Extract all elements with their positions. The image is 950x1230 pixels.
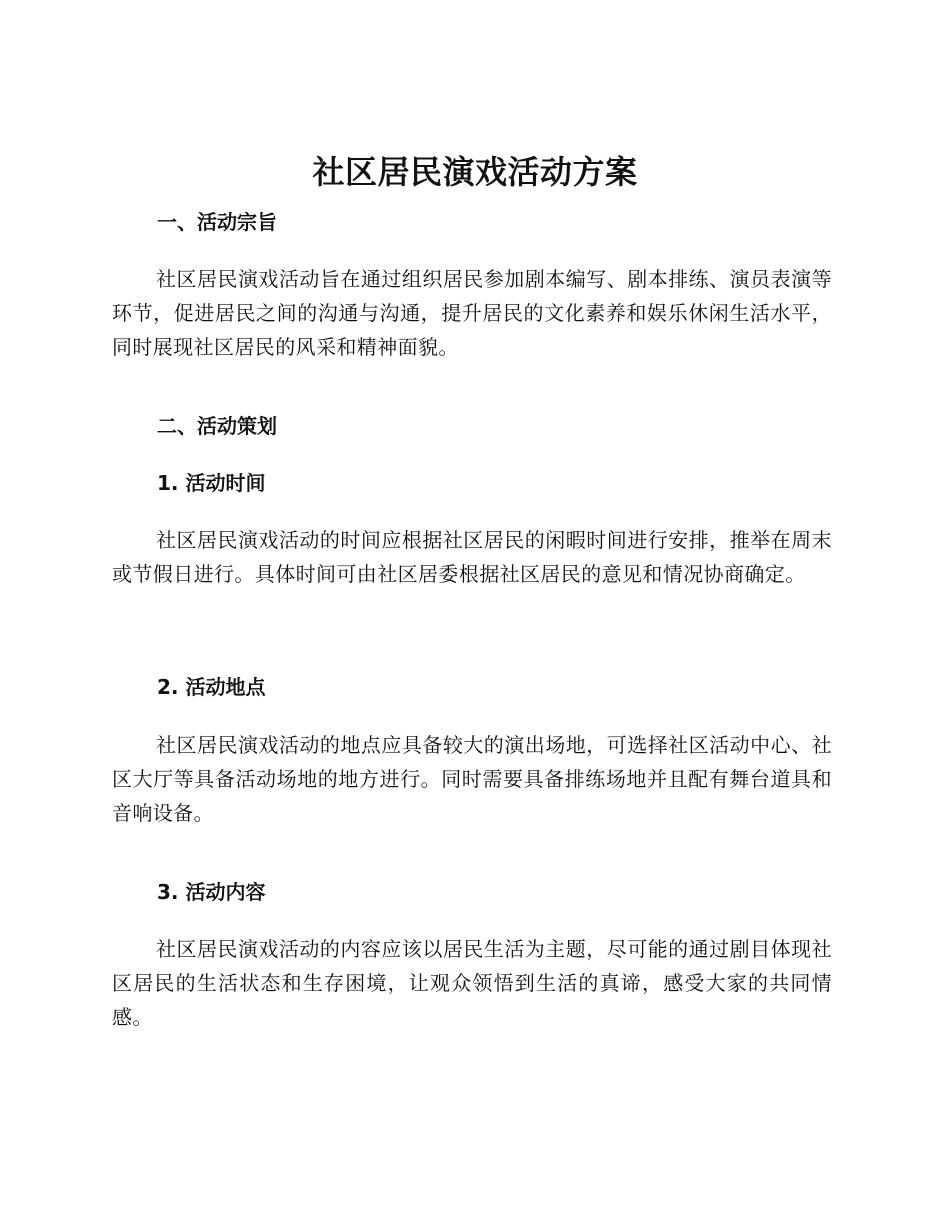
paragraph-time: 社区居民演戏活动的时间应根据社区居民的闲暇时间进行安排，推举在周末或节假日进行。具体时间可由社区居委根据社区居民的意见和情况协商确定。: [112, 528, 832, 586]
paragraph-purpose: 社区居民演戏活动旨在通过组织居民参加剧本编写、剧本排练、演员表演等环节，促进居民之间的沟通与沟通，提升居民的文化素养和娱乐休闲生活水平，同时展现社区居民的风采和精神面貌。: [112, 267, 832, 359]
subsection-heading-time: 1. 活动时间: [157, 471, 266, 495]
document-title: 社区居民演戏活动方案: [312, 153, 638, 191]
section-heading-purpose: 一、活动宗旨: [157, 210, 277, 234]
paragraph-content: 社区居民演戏活动的内容应该以居民生活为主题，尽可能的通过剧目体现社区居民的生活状态和生存困境，让观众领悟到生活的真谛，感受大家的共同情感。: [112, 937, 832, 1029]
subsection-heading-location: 2. 活动地点: [157, 675, 266, 699]
subsection-heading-content: 3. 活动内容: [157, 880, 266, 904]
section-heading-planning: 二、活动策划: [157, 414, 277, 438]
paragraph-location: 社区居民演戏活动的地点应具备较大的演出场地，可选择社区活动中心、社区大厅等具备活动场地的地方进行。同时需要具备排练场地并且配有舞台道具和音响设备。: [112, 733, 832, 825]
